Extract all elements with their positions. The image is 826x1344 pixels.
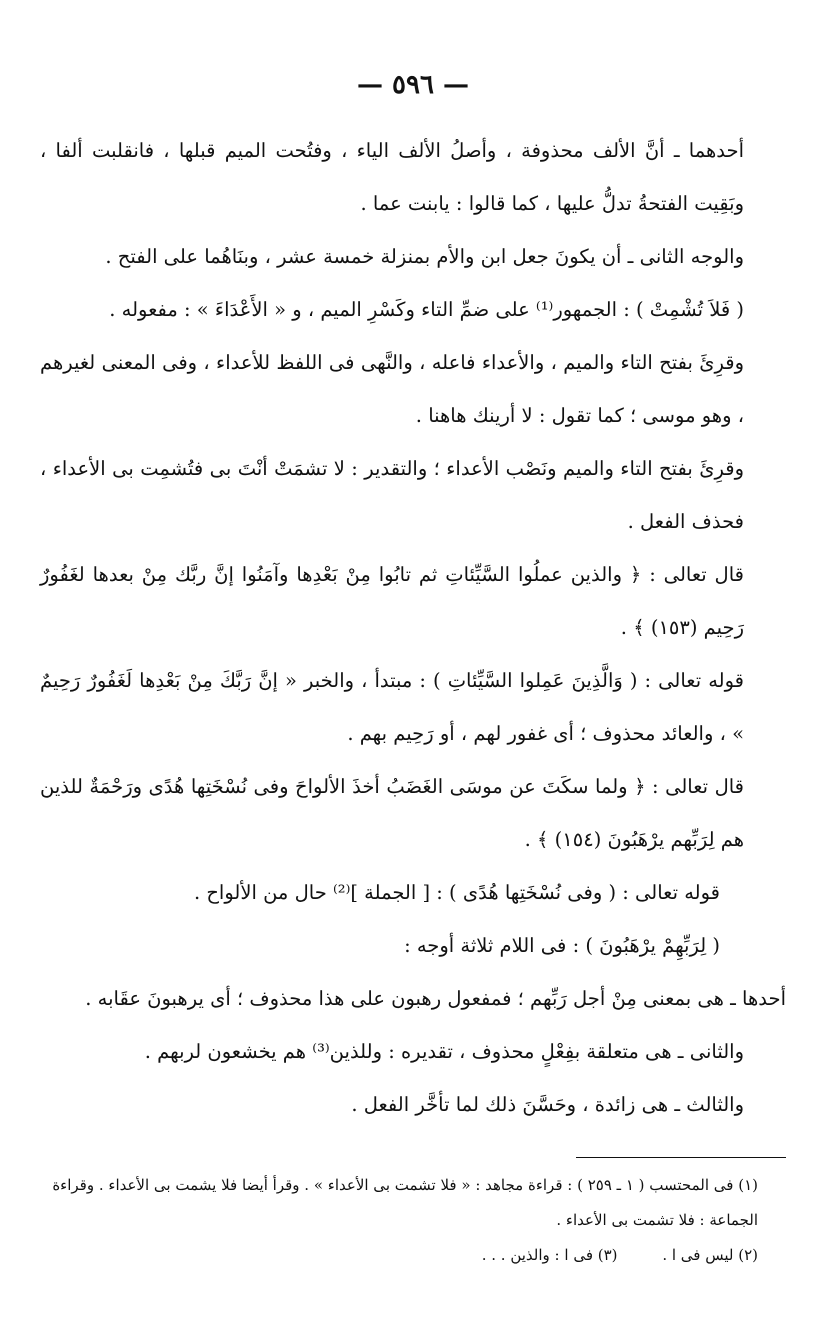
paragraph: ( فَلاَ تُشْمِتْ ) : الجمهور⁽¹⁾ على ضمِّ التاء وكَسْرِ الميم ، و « الأَعْدَاءَ » : مفعوله .	[109, 298, 744, 321]
main-text	[40, 124, 786, 1131]
paragraph: أحدهما ـ أنَّ الألف محذوفة ، وأصلُ الألف الياء ، وفتُحت الميم قبلها ، فانقلبت ألفا ، وبَقِيت الفتحةُ تدلُّ عليها ، كما قالوا : يابنت عما .	[40, 139, 744, 215]
footnote-3: (٣) فى ا : والذين . . .	[481, 1246, 618, 1264]
paragraph: قوله تعالى : ( وفى نُسْخَتِها هُدًى ) : [ الجملة ]⁽²⁾ حال من الألواح .	[193, 881, 720, 904]
footnote-2: (٢) ليس فى ا .	[662, 1246, 758, 1264]
paragraph: ( لِرَبِّهِمْ يرْهَبُونَ ) : فى اللام ثلاثة أوجه :	[404, 934, 720, 957]
footnote-divider	[576, 1157, 786, 1158]
paragraph: وقرِئَ بفتح التاء والميم ، والأعداء فاعله ، والنَّهى فى اللفظ للأعداء ، وفى المعنى لغيرهم ، وهو موسى ؛ كما تقول : لا أرينك هاهنا .	[40, 351, 744, 427]
paragraph: والوجه الثانى ـ أن يكونَ جعل ابن والأم بمنزلة خمسة عشر ، وبنَاهُما على الفتح .	[105, 245, 744, 268]
paragraph: وقرِئَ بفتح التاء والميم ونَصْب الأعداء ؛ والتقدير : لا تشمَتْ أنْتَ بى فتُشمِت بى الأعداء ، فحذف الفعل .	[40, 457, 744, 533]
paragraph: قوله تعالى : ( وَالَّذِينَ عَمِلوا السَّيِّئاتِ ) : مبتدأ ، والخبر « إنَّ رَبَّكَ مِنْ بَعْدِها لَغَفُورٌ رَحِيمٌ » ، والعائد محذوف ؛ أى غفور لهم ، أو رَحِيم بهم .	[40, 669, 744, 745]
footnote-row	[40, 1238, 786, 1273]
verse-paragraph: قال تعالى : ﴿ ولما سكَتَ عن موسَى الغَضَبُ أخذَ الألواحَ وفى نُسْخَتِها هُدًى ورَحْمَةٌ للذين هم لِرَبِّهم يرْهَبُونَ (١٥٤) ﴾ .	[40, 775, 744, 851]
paragraph: والثانى ـ هى متعلقة بفِعْلٍ محذوف ، تقديره : وللذين⁽³⁾ هم يخشعون لربهم .	[144, 1040, 744, 1063]
footnote-1: (١) فى المحتسب ( ١ ـ ٢٥٩ ) : قراءة مجاهد : « فلا تشمت بى الأعداء » . وقرأ أيضا فلا يشمت بى الأعداء . وقراءة الجماعة : فلا تشمت بى الأعداء .	[52, 1176, 758, 1229]
paragraph: أحدها ـ هى بمعنى مِنْ أجل رَبِّهم ؛ فمفعول رهبون على هذا محذوف ؛ أى يرهبونَ عقَابه .	[85, 987, 786, 1010]
page-number: — ٥٩٦ —	[356, 70, 470, 100]
footnotes	[40, 1168, 786, 1273]
verse-paragraph: قال تعالى : ﴿ والذين عملُوا السَّيِّئاتِ ثم تابُوا مِنْ بَعْدِها وآمَنُوا إنَّ ربَّك مِنْ بعدها لغَفُورٌ رَحِيم (١٥٣) ﴾ .	[40, 563, 744, 639]
paragraph: والثالث ـ هى زائدة ، وحَسَّنَ ذلك لما تأخَّر الفعل .	[351, 1093, 744, 1116]
